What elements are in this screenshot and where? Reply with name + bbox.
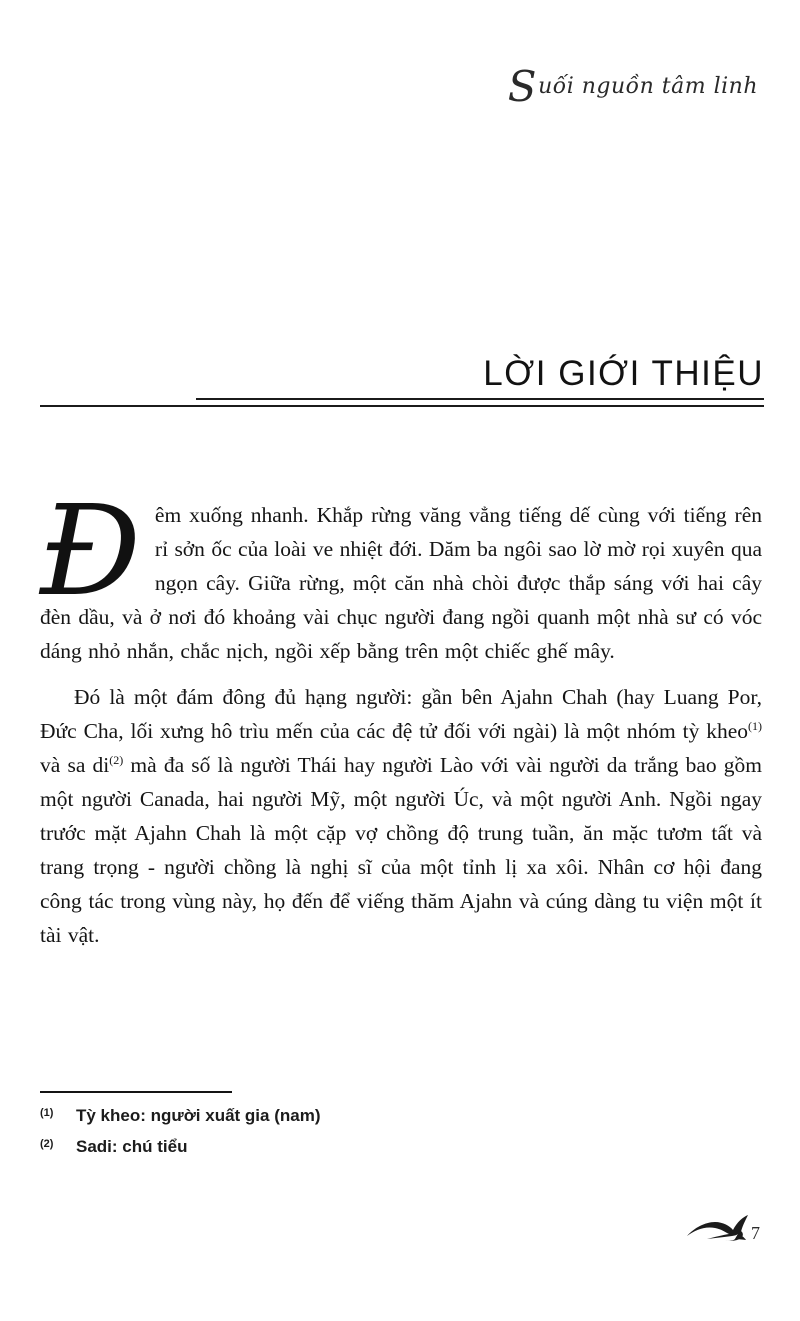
page-footer bbox=[685, 1208, 760, 1248]
footnotes bbox=[40, 1106, 640, 1168]
paragraph-2-text: mà đa số là người Thái hay người Lào với vài người da trắng bao gồm một người Canada, hai người Mỹ, một người Úc, và một người Anh. Ngồi ngay trước mặt Ajahn Chah là một cặp vợ chồng độ trung tuần, ăn mặc tươm tất và trang trọng - người chồng là nghị sĩ của một tỉnh lị xa xôi. Nhân cơ hội đang công tác trong vùng này, họ đến để viếng thăm Ajahn và cúng dàng tu viện một ít tài vật. bbox=[40, 753, 762, 947]
footnote-row bbox=[40, 1106, 640, 1126]
dropcap-letter: Đ bbox=[40, 479, 141, 624]
header-initial-letter: S bbox=[507, 62, 538, 111]
paragraph-1-text: êm xuống nhanh. Khắp rừng văng vẳng tiếng dế cùng với tiếng rên rỉ sởn ốc của loài ve nhiệt đới. Dăm ba ngôi sao lờ mờ rọi xuyên qua ngọn cây. Giữa rừng, một căn nhà chòi được thắp sáng với hai cây đèn dầu, và ở nơi đó khoảng vài chục người đang ngồi quanh một nhà sư có vóc dáng nhỏ nhắn, chắc nịch, ngồi xếp bằng trên một chiếc ghế mây. bbox=[40, 503, 762, 663]
footnote-text: Sadi: chú tiểu bbox=[76, 1137, 188, 1156]
footnote-separator-rule bbox=[40, 1091, 232, 1093]
footnote-ref-1: (1) bbox=[748, 719, 762, 733]
chapter-title: LỜI GIỚI THIỆU bbox=[483, 354, 764, 393]
footnote-marker: (2) bbox=[40, 1138, 54, 1150]
title-underline-long bbox=[40, 405, 764, 407]
chapter-title-block bbox=[40, 352, 764, 396]
title-underline-short bbox=[196, 398, 764, 400]
footnote-row bbox=[40, 1137, 640, 1157]
ink-bird-ornament-icon bbox=[685, 1208, 749, 1248]
body-text bbox=[40, 479, 762, 952]
footnote-text: Tỳ kheo: người xuất gia (nam) bbox=[76, 1106, 321, 1125]
header-text: uối nguồn tâm linh bbox=[538, 74, 758, 99]
page-number: 7 bbox=[751, 1223, 760, 1243]
paragraph-2 bbox=[40, 680, 762, 952]
paragraph-1 bbox=[40, 479, 762, 668]
footnote-ref-2: (2) bbox=[109, 753, 124, 767]
footnote-marker: (1) bbox=[40, 1107, 54, 1119]
paragraph-2-text: và sa di bbox=[40, 753, 110, 777]
running-header bbox=[507, 62, 758, 111]
paragraph-2-text: Đó là một đám đông đủ hạng người: gần bên Ajahn Chah (hay Luang Por, Đức Cha, lối xưng hô trìu mến của các đệ tử đối với ngài) là một nhóm tỳ kheo bbox=[40, 685, 762, 743]
